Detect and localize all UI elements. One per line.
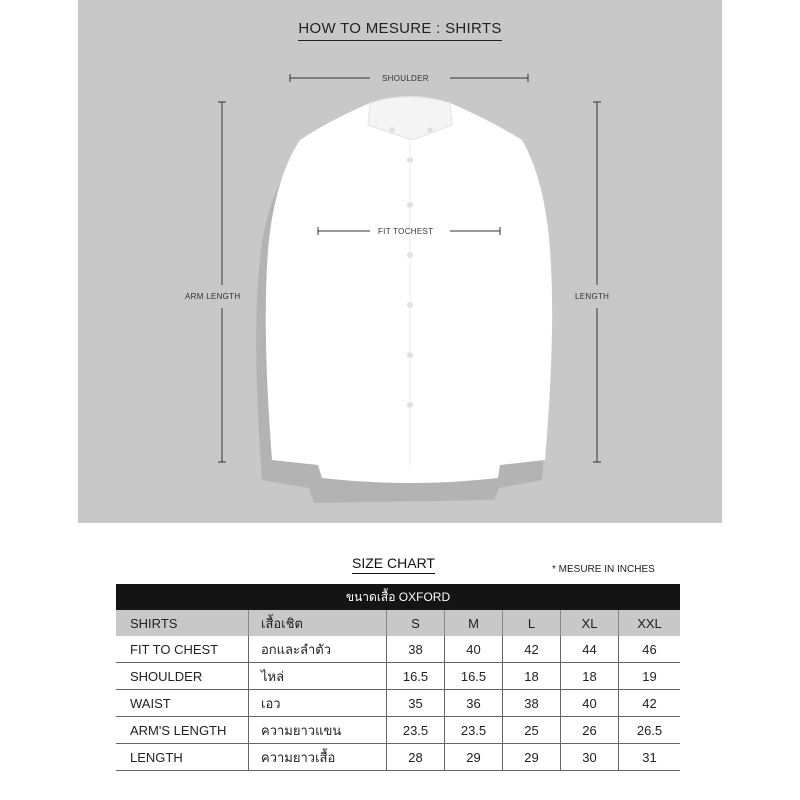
table-row [116,663,680,690]
row-label: LENGTH [116,744,248,771]
table-header-row [116,610,680,636]
table-cell: 29 [444,744,502,771]
table-cell: 30 [560,744,618,771]
table-cell: 28 [386,744,444,771]
unit-note: * MESURE IN INCHES [552,564,655,575]
row-label: SHOULDER [116,663,248,690]
table-cell: 42 [502,636,560,663]
diagram-title: HOW TO MESURE : SHIRTS [0,20,800,37]
table-cell: 26 [560,717,618,744]
chest-label: FIT TOCHEST [378,227,434,236]
table-cell: 35 [386,690,444,717]
table-cell: 38 [386,636,444,663]
row-label: WAIST [116,690,248,717]
table-cell: 31 [618,744,680,771]
header-cell: L [502,610,560,636]
table-row [116,744,680,771]
header-cell: M [444,610,502,636]
table-cell: 36 [444,690,502,717]
table-cell: 46 [618,636,680,663]
header-cell: XL [560,610,618,636]
row-label-thai: ไหล่ [248,663,386,690]
table-row [116,636,680,663]
table-cell: 23.5 [444,717,502,744]
table-cell: 19 [618,663,680,690]
row-label-thai: เอว [248,690,386,717]
table-cell: 18 [502,663,560,690]
table-cell: 26.5 [618,717,680,744]
table-cell: 16.5 [386,663,444,690]
table-cell: 44 [560,636,618,663]
table-cell: 18 [560,663,618,690]
table-cell: 16.5 [444,663,502,690]
table-row [116,717,680,744]
header-cell: เสื้อเชิต [248,610,386,636]
row-label-thai: ความยาวแขน [248,717,386,744]
table-cell: 29 [502,744,560,771]
row-label: ARM'S LENGTH [116,717,248,744]
table-row [116,690,680,717]
shoulder-label: SHOULDER [382,74,429,83]
size-chart-title: SIZE CHART [352,555,435,571]
length-label: LENGTH [575,292,610,301]
row-label-thai: อกและลำตัว [248,636,386,663]
row-label: FIT TO CHEST [116,636,248,663]
table-cell: 42 [618,690,680,717]
header-cell: S [386,610,444,636]
table-cell: 23.5 [386,717,444,744]
table-title: ขนาดเสื้อ OXFORD [116,584,680,610]
table-cell: 40 [560,690,618,717]
header-cell: SHIRTS [116,610,248,636]
table-cell: 25 [502,717,560,744]
table-cell: 38 [502,690,560,717]
row-label-thai: ความยาวเสื้อ [248,744,386,771]
header-cell: XXL [618,610,680,636]
arm-length-label: ARM LENGTH [185,292,241,301]
table-cell: 40 [444,636,502,663]
size-table [116,584,680,771]
